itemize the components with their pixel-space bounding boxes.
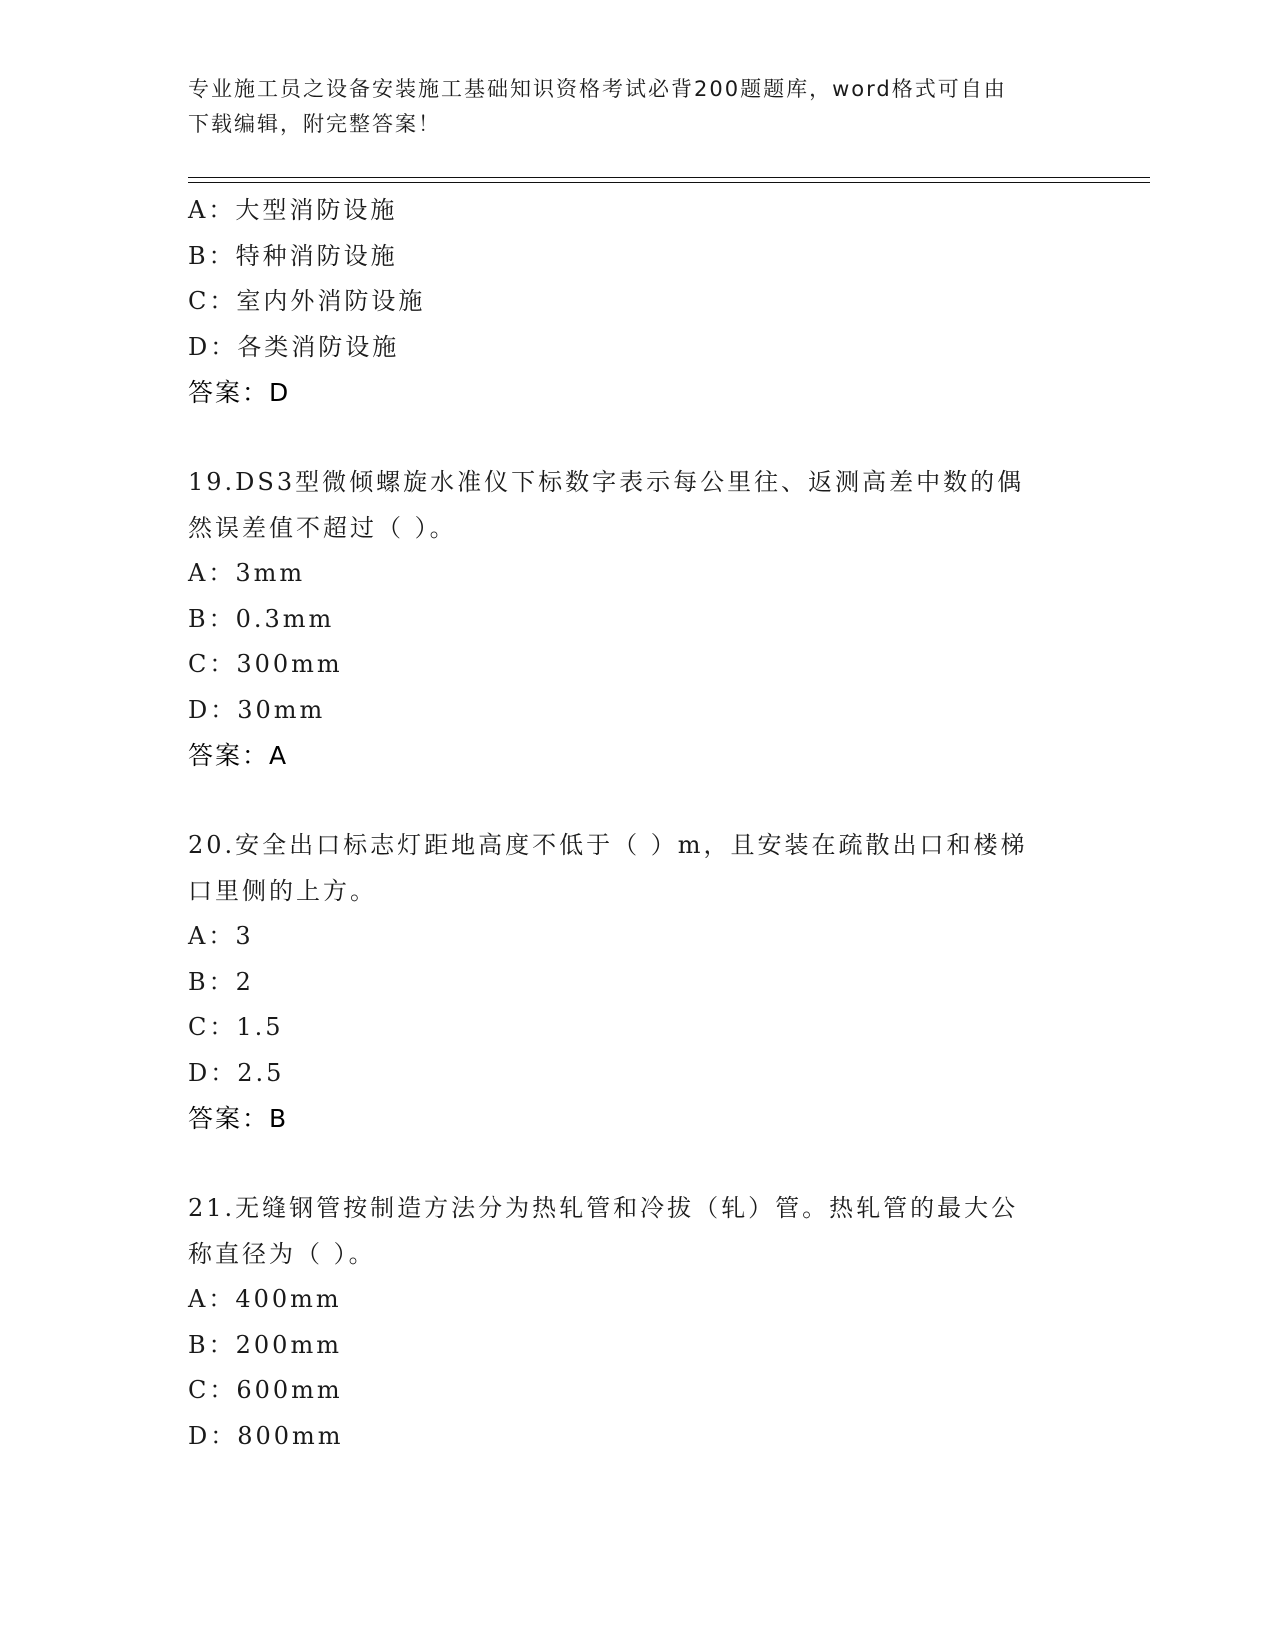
question-text <box>188 823 1088 914</box>
document-header <box>188 72 1068 142</box>
option-d: D：800mm <box>188 1421 344 1450</box>
answer-line: 答案：B <box>188 1104 289 1133</box>
header-divider-bottom <box>188 182 1150 183</box>
question-text-line-2: 称直径为（ ）。 <box>188 1239 376 1268</box>
question-text <box>188 1186 1088 1277</box>
question-text-line-2: 然误差值不超过（ ）。 <box>188 513 457 542</box>
option-c: C：300mm <box>188 650 343 678</box>
spacer <box>188 778 1088 823</box>
option-b: B：200mm <box>188 1330 342 1359</box>
option-a: A：3 <box>188 922 254 950</box>
question-21 <box>188 1186 1088 1459</box>
option-d: D：各类消防设施 <box>188 332 400 361</box>
option-c: C：600mm <box>188 1376 343 1404</box>
option-b: B：2 <box>188 967 254 996</box>
header-line-1: 专业施工员之设备安装施工基础知识资格考试必背200题题库，word格式可自由 <box>188 77 1007 101</box>
header-divider-top <box>188 177 1150 178</box>
option-a: A：400mm <box>188 1285 342 1313</box>
question-text-line-2: 口里侧的上方。 <box>188 876 377 905</box>
question-20 <box>188 823 1088 1141</box>
option-c: C：1.5 <box>188 1013 284 1041</box>
option-d: D：30mm <box>188 695 326 724</box>
question-19 <box>188 460 1088 778</box>
header-line-2: 下载编辑，附完整答案！ <box>188 112 441 136</box>
option-d: D：2.5 <box>188 1058 285 1087</box>
option-c: C：室内外消防设施 <box>188 287 426 315</box>
question-text <box>188 460 1088 551</box>
spacer <box>188 415 1088 460</box>
spacer <box>188 1141 1088 1186</box>
option-a: A：3mm <box>188 559 306 587</box>
option-b: B：0.3mm <box>188 604 335 633</box>
option-b: B：特种消防设施 <box>188 241 398 270</box>
answer-line: 答案：D <box>188 378 291 407</box>
question-list <box>188 188 1088 1459</box>
answer-line: 答案：A <box>188 741 289 770</box>
question-text-line-1: 21.无缝钢管按制造方法分为热轧管和冷拔（轧）管。热轧管的最大公 <box>188 1194 1019 1222</box>
option-a: A：大型消防设施 <box>188 196 398 224</box>
question-18 <box>188 188 1088 415</box>
question-text-line-1: 19.DS3型微倾螺旋水准仪下标数字表示每公里往、返测高差中数的偶 <box>188 468 1025 496</box>
question-text-line-1: 20.安全出口标志灯距地高度不低于（ ）m，且安装在疏散出口和楼梯 <box>188 831 1028 859</box>
